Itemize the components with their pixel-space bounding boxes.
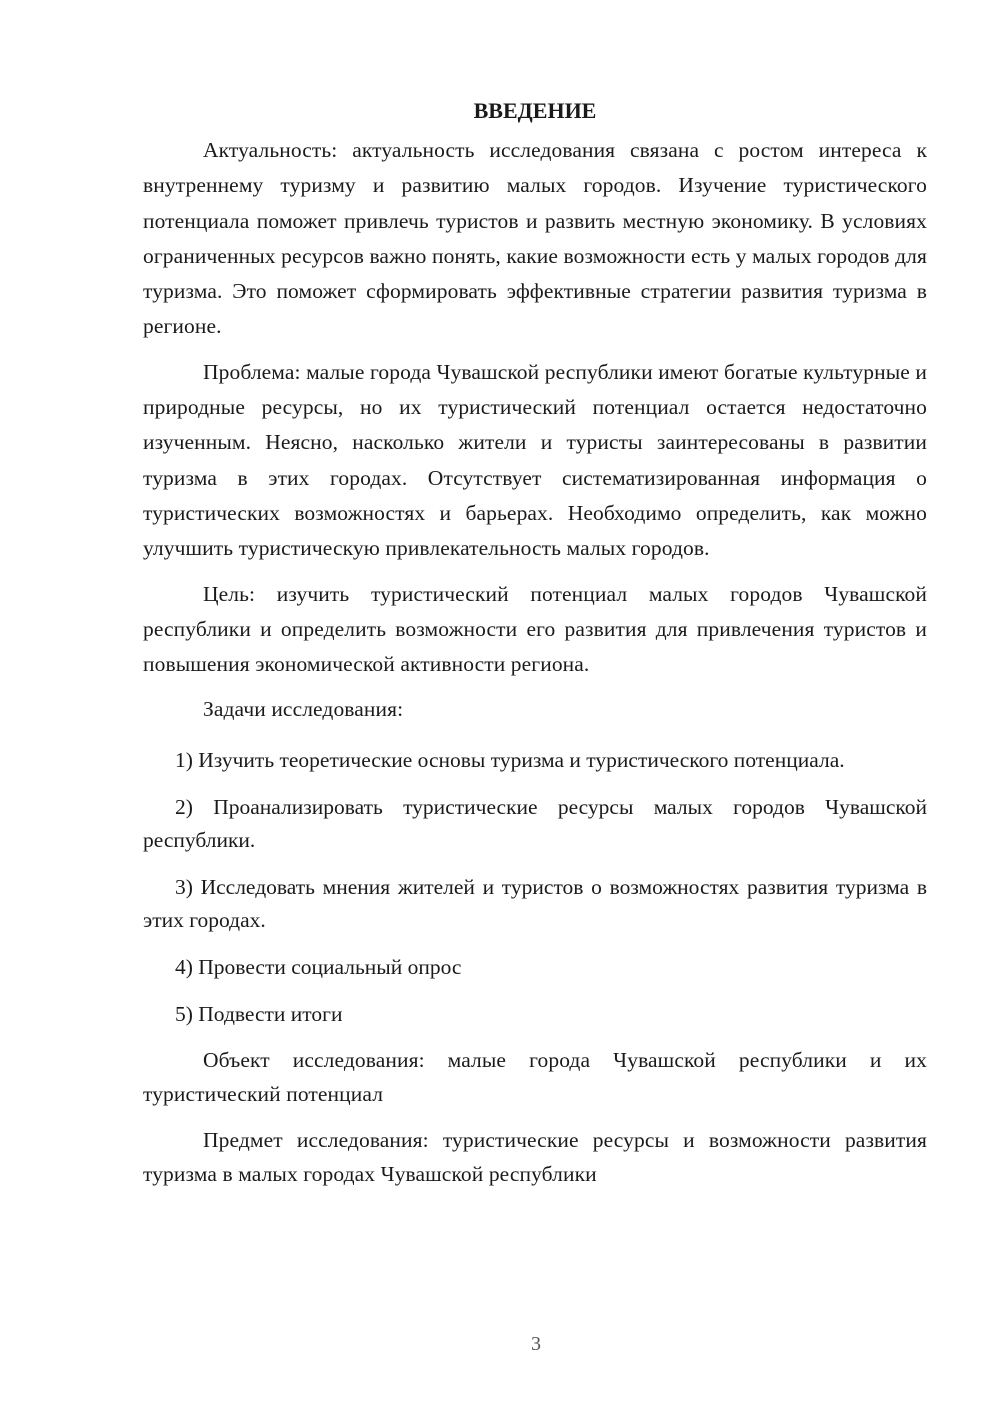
task-item-1: 1) Изучить теоретические основы туризма и туристического потенциала.: [175, 747, 845, 772]
task-item-4: 4) Провести социальный опрос: [175, 954, 462, 979]
task-item-2: 2) Проанализировать туристические ресурсы малых городов Чувашской республики.: [143, 794, 927, 852]
goal-paragraph: Цель: изучить туристический потенциал малых городов Чувашской республики и определить возможности его развития для привлечения туристов и повышения экономической активности региона.: [143, 581, 927, 677]
tasks-intro: Задачи исследования:: [203, 697, 404, 722]
document-page: [143, 93, 927, 1201]
problem-paragraph: Проблема: малые города Чувашской республики имеют богатые культурные и природные ресурсы, но их туристический потенциал остается недостаточно изученным. Неясно, насколько жители и туристы заинтересованы в развитии туризма в этих городах. Отсутствует систематизированная информация о туристических возможностях и барьерах. Необходимо определить, как можно улучшить туристическую привлекательность малых городов.: [143, 359, 927, 561]
task-item-5: 5) Подвести итоги: [175, 1001, 343, 1026]
page-title: ВВЕДЕНИЕ: [473, 98, 597, 123]
task-item-3: 3) Исследовать мнения жителей и туристов о возможностях развития туризма в этих городах.: [143, 874, 927, 932]
page-number: 3: [531, 1333, 541, 1355]
object-paragraph: Объект исследования: малые города Чувашской республики и их туристический потенциал: [143, 1047, 927, 1106]
subject-paragraph: Предмет исследования: туристические ресурсы и возможности развития туризма в малых городах Чувашской республики: [143, 1127, 927, 1186]
relevance-paragraph: Актуальность: актуальность исследования связана с ростом интереса к внутреннему туризму и развитию малых городов. Изучение туристического потенциала поможет привлечь туристов и развить местную экономику. В условиях ограниченных ресурсов важно понять, какие возможности есть у малых городов для туризма. Это поможет сформировать эффективные стратегии развития туризма в регионе.: [143, 138, 927, 339]
